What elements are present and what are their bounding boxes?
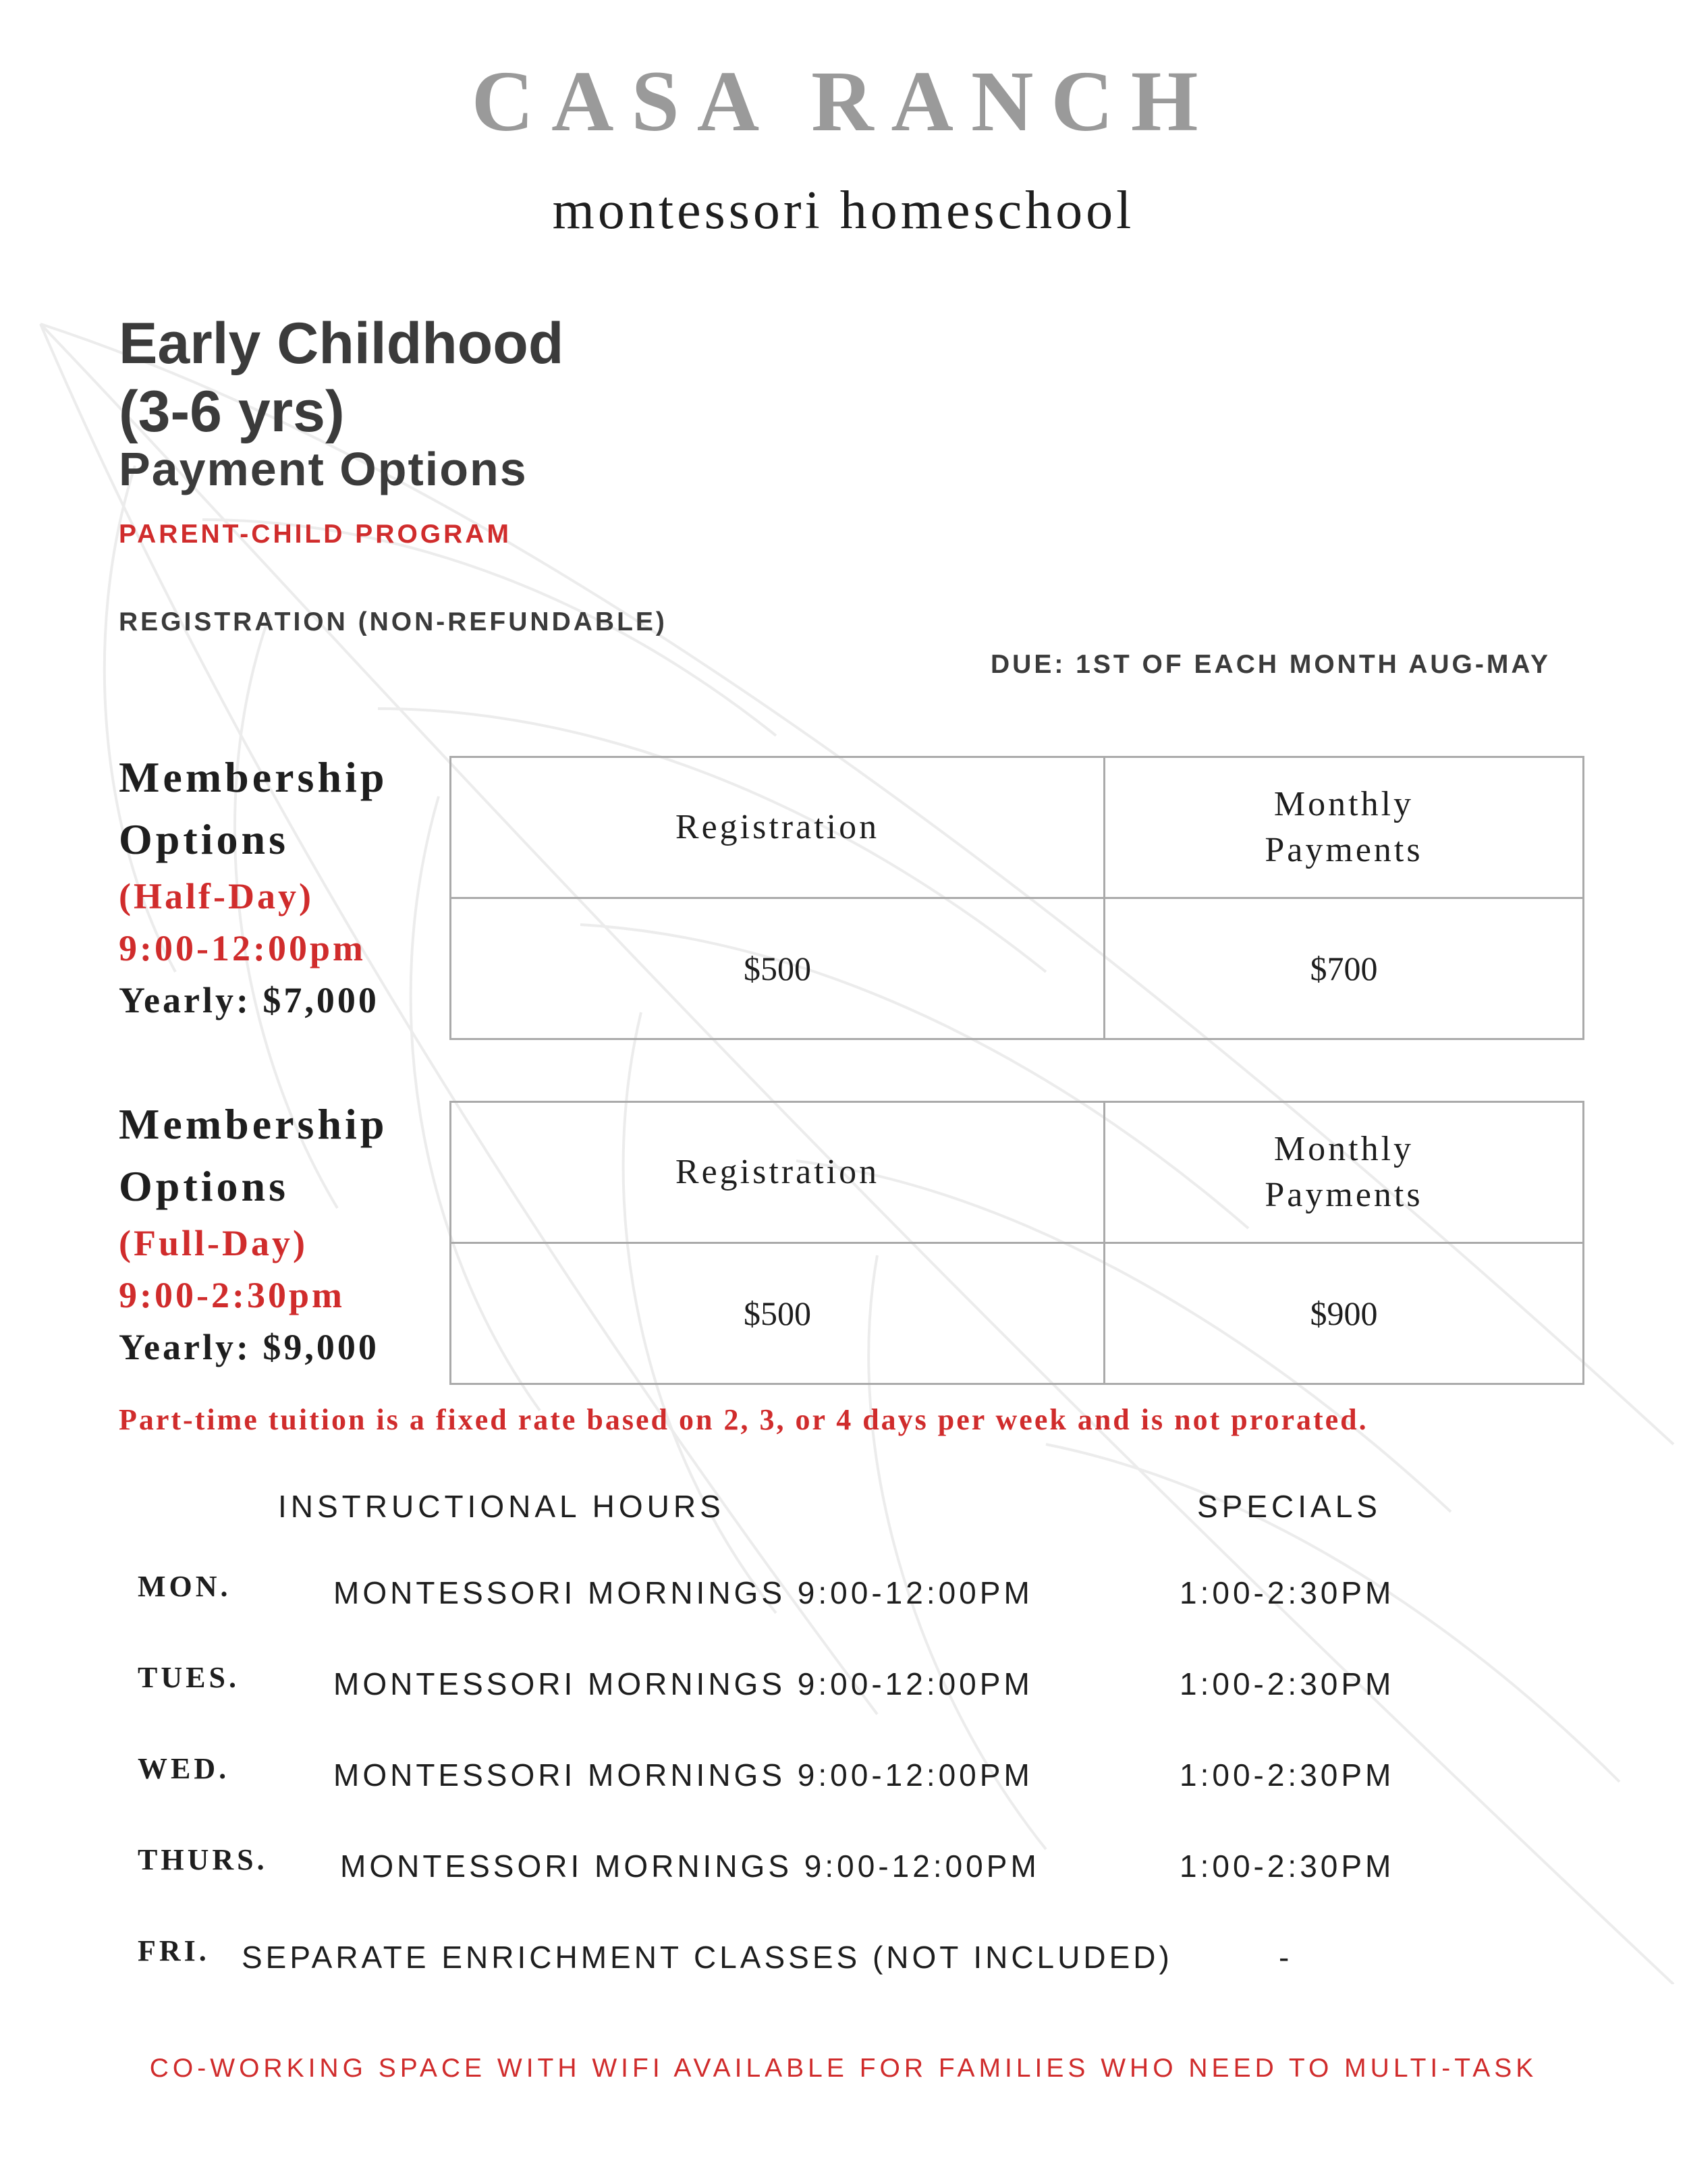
table-header-row [451, 1102, 1584, 1243]
day-label: THURS. [138, 1843, 268, 1876]
day-label: MON. [138, 1570, 231, 1603]
page-subtitle: Payment Options [119, 443, 528, 495]
monthly-payment: $700 [1105, 898, 1584, 1039]
part-time-note: Part-time tuition is a fixed rate based on 2, 3, or 4 days per week and is not prorated. [119, 1403, 1368, 1436]
option-yearly-price: Yearly: $9,000 [119, 1327, 379, 1367]
registration-fee: $500 [451, 898, 1105, 1039]
option-yearly-price: Yearly: $7,000 [119, 980, 379, 1020]
monthly-payments-header [1105, 757, 1584, 898]
registration-header: Registration [451, 757, 1105, 898]
option-label-line1: Membership [119, 1100, 388, 1148]
table-row [451, 1243, 1584, 1384]
table-header-row [451, 757, 1584, 898]
membership-option-full-day [119, 1093, 387, 1373]
monthly-payment: $900 [1105, 1243, 1584, 1384]
special-time: 1:00-2:30PM [1180, 1575, 1395, 1610]
special-time: 1:00-2:30PM [1180, 1666, 1395, 1701]
monthly-header-line1: Monthly [1273, 1130, 1414, 1168]
schedule-row-wed [0, 1751, 1687, 1805]
table-row [451, 898, 1584, 1039]
schedule-row-mon [0, 1569, 1687, 1623]
registration-fee: $500 [451, 1243, 1105, 1384]
activity-text: MONTESSORI MORNINGS 9:00-12:00PM [333, 1757, 1033, 1793]
special-time: 1:00-2:30PM [1180, 1757, 1395, 1793]
registration-header: Registration [451, 1102, 1105, 1243]
specials-header: SPECIALS [1197, 1489, 1381, 1524]
option-type: (Full-Day) [119, 1223, 308, 1263]
day-label: WED. [138, 1752, 230, 1785]
option-label-line2: Options [119, 815, 289, 863]
schedule-row-thurs [0, 1842, 1687, 1896]
monthly-header-line2: Payments [1265, 831, 1423, 869]
page-title-line2: (3-6 yrs) [119, 379, 345, 444]
page-title-line1: Early Childhood [119, 311, 564, 376]
membership-option-half-day [119, 746, 387, 1027]
monthly-header-line1: Monthly [1273, 785, 1414, 823]
activity-text: SEPARATE ENRICHMENT CLASSES (NOT INCLUDED) [242, 1940, 1173, 1975]
special-time: - [1279, 1940, 1293, 1975]
payment-table-full-day [449, 1101, 1584, 1385]
activity-text: MONTESSORI MORNINGS 9:00-12:00PM [333, 1575, 1033, 1610]
option-label-line1: Membership [119, 753, 388, 801]
option-hours: 9:00-2:30pm [119, 1275, 345, 1315]
special-time: 1:00-2:30PM [1180, 1849, 1395, 1884]
schedule-row-tues [0, 1660, 1687, 1714]
brand-subtitle: montessori homeschool [552, 181, 1135, 240]
instructional-hours-header: INSTRUCTIONAL HOURS [278, 1489, 725, 1524]
day-label: FRI. [138, 1934, 210, 1967]
activity-text: MONTESSORI MORNINGS 9:00-12:00PM [333, 1666, 1033, 1701]
schedule-row-fri [0, 1934, 1687, 1988]
payment-table-half-day [449, 756, 1584, 1040]
due-note: DUE: 1ST OF EACH MONTH AUG-MAY [991, 650, 1551, 679]
monthly-header-line2: Payments [1265, 1176, 1423, 1214]
option-type: (Half-Day) [119, 876, 314, 917]
registration-note: REGISTRATION (NON-REFUNDABLE) [119, 607, 667, 636]
brand-title: CASA RANCH [471, 53, 1216, 149]
activity-text: MONTESSORI MORNINGS 9:00-12:00PM [340, 1849, 1040, 1884]
program-label: PARENT-CHILD PROGRAM [119, 520, 511, 549]
day-label: TUES. [138, 1661, 240, 1694]
option-label-line2: Options [119, 1162, 289, 1210]
monthly-payments-header [1105, 1102, 1584, 1243]
footer-note: CO-WORKING SPACE WITH WIFI AVAILABLE FOR FAMILIES WHO NEED TO MULTI-TASK [149, 2054, 1538, 2083]
option-hours: 9:00-12:00pm [119, 928, 366, 968]
